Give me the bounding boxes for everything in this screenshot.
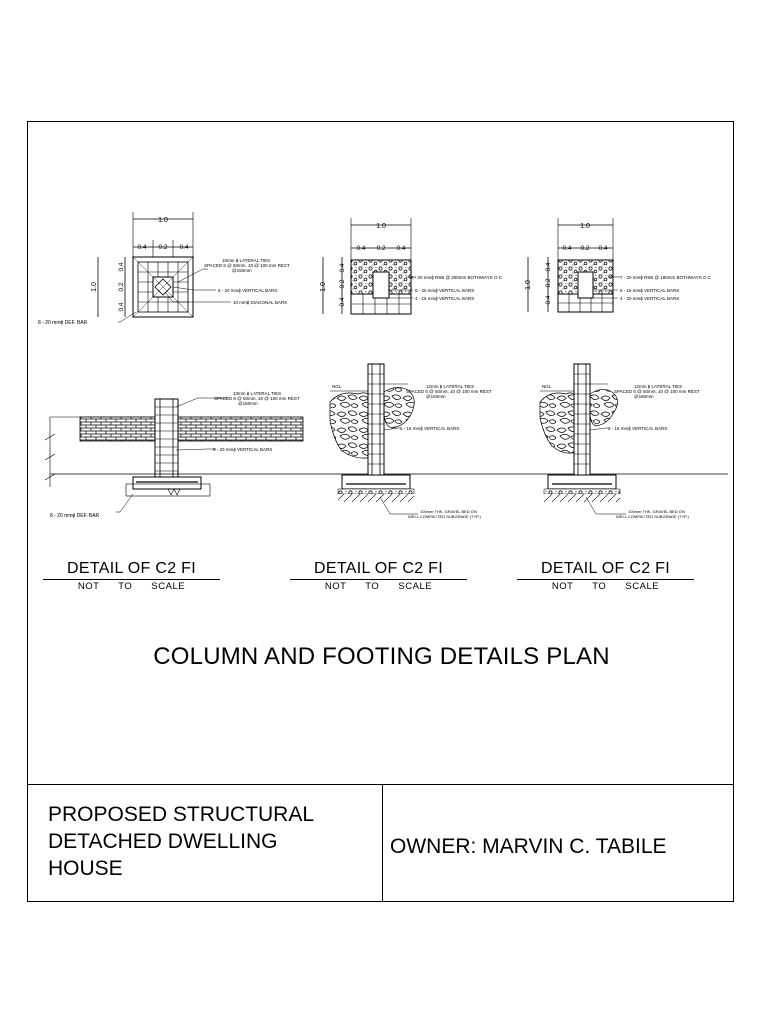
dim-label: 0.4: [179, 244, 189, 251]
dim-label: 0.4: [118, 302, 125, 312]
annotation: 10 mmɸ DIAGONAL BARS: [233, 300, 288, 305]
plan-title: COLUMN AND FOOTING DETAILS PLAN: [153, 643, 610, 670]
dim-label: 0.4: [562, 245, 572, 252]
detail-title-text: DETAIL OF C2 FI: [43, 560, 220, 580]
project-name-line: PROPOSED STRUCTURAL: [48, 803, 315, 826]
dim-label: 1.0: [158, 217, 168, 224]
annotation: SPACED 6 @ 50mm, 10 @ 100 mm REST: [406, 389, 492, 394]
annotation: NGL: [332, 384, 342, 389]
annotation: 100mm THK. GRAVEL BED ON: [420, 509, 477, 514]
annotation: 6 - 16 mmɸ VERTICAL BARS: [400, 426, 460, 431]
dim-label: 0.2: [376, 245, 386, 252]
annotation: 8 - 20 mmɸ DEF. BAR: [38, 320, 88, 326]
dim-label: 0.4: [339, 263, 346, 273]
detail-2-footing-section: [320, 218, 503, 314]
annotation: 12mm ɸ LATERAL TIES: [634, 384, 683, 389]
dim-label: 1.0: [525, 280, 532, 290]
annotation: SPACED 6 @ 50mm, 10 @ 100 mm REST: [214, 396, 300, 401]
dim-label: 1.0: [376, 223, 386, 230]
annotation: 10mm ɸ LATERAL TIES: [222, 258, 271, 263]
annotation: SPACED 6 @ 50mm, 10 @ 100 mm REST: [204, 263, 290, 268]
dim-label: 0.2: [339, 279, 346, 289]
detail-title-2: [290, 560, 467, 592]
drawing-sheet: [27, 121, 734, 902]
annotation: 6 - 16 mmɸ VERTICAL BARS: [608, 426, 668, 431]
annotation: 6 - 20 mmɸ VERTICAL BARS: [415, 288, 475, 293]
dim-label: 0.4: [339, 297, 346, 307]
dim-label: 1.0: [320, 282, 327, 292]
dim-label: 0.4: [396, 245, 406, 252]
detail-6-pedestal-section: [540, 364, 700, 519]
project-name-line: HOUSE: [48, 857, 123, 880]
detail-scale-note: NOT TO SCALE: [324, 581, 433, 592]
dim-label: 0.4: [137, 244, 147, 251]
owner-name: OWNER: MARVIN C. TABILE: [390, 835, 667, 858]
annotation: @180mm: [634, 394, 654, 399]
annotation: 7 - 20 mmɸ RSB @ 180mm BOTHWAYS O.C: [620, 275, 712, 280]
dim-label: 1.0: [91, 282, 98, 292]
dim-label: 0.4: [118, 262, 125, 272]
detail-title-text: DETAIL OF C2 FI: [517, 560, 694, 580]
detail-title-text: DETAIL OF C2 FI: [290, 560, 467, 580]
annotation: @150mm: [426, 394, 446, 399]
annotation: 4 - 20 mmɸ VERTICAL BARS: [620, 296, 680, 301]
title-block: [28, 784, 733, 902]
annotation: WELL COMPACTED SUBGRADE (TYP.): [408, 514, 481, 519]
detail-3-footing-section: [525, 218, 712, 312]
annotation: 6 - 20 mmɸ VERTICAL BARS: [213, 447, 273, 452]
project-name: [48, 801, 378, 882]
project-cell: [28, 785, 383, 902]
annotation: 8 - 20 mmɸ RSB @ 200mm BOTHWAYS O.C: [411, 275, 503, 280]
annotation: NGL: [542, 384, 552, 389]
dim-label: 0.2: [118, 282, 125, 292]
annotation: 6 - 16 mmɸ VERTICAL BARS: [620, 288, 680, 293]
dim-label: 0.4: [356, 245, 366, 252]
dim-label: 1.0: [580, 223, 590, 230]
project-name-line: DETACHED DWELLING: [48, 830, 278, 853]
detail-scale-note: NOT TO SCALE: [551, 581, 660, 592]
detail-title-1: [43, 560, 220, 592]
dim-label: 0.4: [598, 245, 608, 252]
detail-scale-note: NOT TO SCALE: [77, 581, 186, 592]
dim-label: 0.2: [158, 244, 168, 251]
annotation: 6 - 20 mmɸ VERTICAL BARS: [218, 288, 278, 293]
detail-5-pedestal-section: [330, 364, 492, 519]
annotation: WELL COMPACTED SUBGRADE (TYP.): [616, 514, 689, 519]
dim-label: 0.2: [545, 278, 552, 288]
dim-label: 0.4: [545, 262, 552, 272]
annotation: 100mm THK. GRAVEL BED ON: [628, 509, 685, 514]
annotation: @150mm: [238, 401, 258, 406]
annotation: 10mm ɸ LATERAL TIES: [233, 391, 282, 396]
dim-label: 0.4: [545, 295, 552, 305]
annotation: SPACED 6 @ 50mm, 10 @ 100 mm REST: [614, 389, 700, 394]
annotation: @150mm: [232, 268, 252, 273]
annotation: 12mm ɸ LATERAL TIES: [426, 384, 475, 389]
detail-1-column-plan: [38, 212, 290, 326]
dim-label: 0.2: [580, 245, 590, 252]
detail-title-3: [517, 560, 694, 592]
annotation: 8 - 20 mmɸ DEF. BAR: [50, 513, 100, 519]
annotation: 4 - 16 mmɸ VERTICAL BARS: [415, 296, 475, 301]
